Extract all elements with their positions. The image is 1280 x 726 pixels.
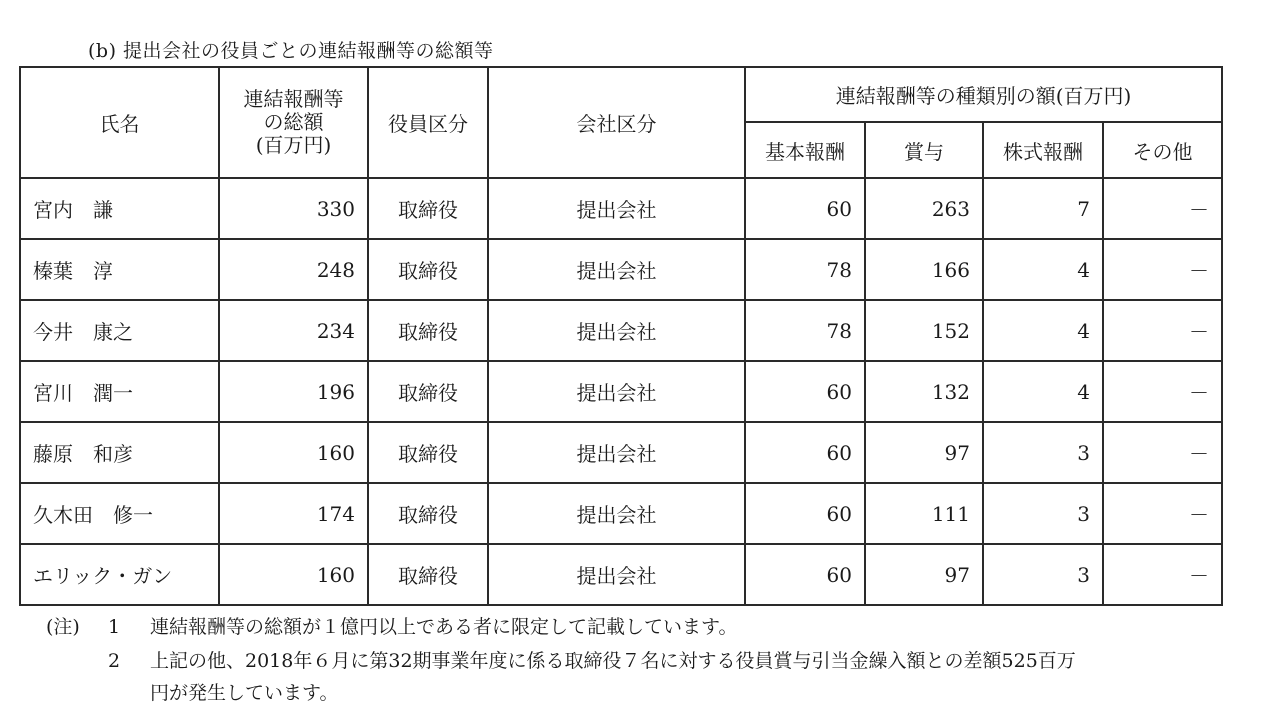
cell-other: － [1103,239,1222,300]
cell-bonus: 111 [865,483,983,544]
header-other: その他 [1103,122,1222,178]
cell-total: 248 [219,239,368,300]
header-total-line2: の総額 [263,110,324,134]
cell-other: － [1103,422,1222,483]
cell-role: 取締役 [368,422,488,483]
header-name: 氏名 [20,67,219,178]
cell-stock: 4 [983,361,1103,422]
cell-name: エリック・ガン [20,544,219,605]
note-2-text-line1: 上記の他、2018年６月に第32期事業年度に係る取締役７名に対する役員賞与引当金繰入額との差額525百万 [150,650,1076,672]
table-row [20,361,1222,422]
cell-role: 取締役 [368,361,488,422]
cell-name: 榛葉 淳 [20,239,219,300]
cell-stock: 4 [983,239,1103,300]
header-stock: 株式報酬 [983,122,1103,178]
header-total-line3: (百万円) [255,133,332,157]
header-total [219,67,368,178]
cell-name: 宮内 謙 [20,178,219,239]
cell-name: 今井 康之 [20,300,219,361]
header-company: 会社区分 [488,67,745,178]
notes-label: (注) [46,616,80,638]
cell-total: 160 [219,544,368,605]
cell-stock: 3 [983,544,1103,605]
cell-bonus: 263 [865,178,983,239]
cell-bonus: 97 [865,544,983,605]
cell-role: 取締役 [368,239,488,300]
cell-company: 提出会社 [488,239,745,300]
cell-total: 160 [219,422,368,483]
cell-company: 提出会社 [488,483,745,544]
table-row [20,422,1222,483]
cell-company: 提出会社 [488,422,745,483]
table-row [20,544,1222,605]
note-1-text: 連結報酬等の総額が１億円以上である者に限定して記載しています。 [150,616,738,638]
table-row [20,300,1222,361]
cell-bonus: 166 [865,239,983,300]
header-breakdown: 連結報酬等の種類別の額(百万円) [745,67,1222,122]
compensation-table [19,66,1223,606]
cell-stock: 3 [983,422,1103,483]
cell-role: 取締役 [368,300,488,361]
cell-other: － [1103,483,1222,544]
table-row [20,178,1222,239]
header-total-line1: 連結報酬等 [243,87,344,111]
header-role: 役員区分 [368,67,488,178]
note-2-text-line2: 円が発生しています。 [150,682,339,704]
cell-other: － [1103,300,1222,361]
cell-stock: 7 [983,178,1103,239]
cell-stock: 3 [983,483,1103,544]
cell-base: 60 [745,178,865,239]
cell-base: 78 [745,239,865,300]
cell-base: 60 [745,544,865,605]
cell-other: － [1103,544,1222,605]
cell-base: 60 [745,361,865,422]
header-bonus: 賞与 [865,122,983,178]
note-2-number: 2 [108,650,121,672]
cell-company: 提出会社 [488,361,745,422]
cell-base: 60 [745,483,865,544]
cell-other: － [1103,178,1222,239]
cell-name: 久木田 修一 [20,483,219,544]
table-row [20,483,1222,544]
cell-total: 234 [219,300,368,361]
cell-company: 提出会社 [488,178,745,239]
cell-role: 取締役 [368,483,488,544]
header-base: 基本報酬 [745,122,865,178]
cell-base: 78 [745,300,865,361]
cell-company: 提出会社 [488,544,745,605]
cell-other: － [1103,361,1222,422]
cell-name: 藤原 和彦 [20,422,219,483]
header-row-1 [20,67,1222,122]
cell-role: 取締役 [368,178,488,239]
cell-bonus: 97 [865,422,983,483]
section-heading: (b) 提出会社の役員ごとの連結報酬等の総額等 [88,40,494,62]
cell-bonus: 132 [865,361,983,422]
cell-role: 取締役 [368,544,488,605]
cell-company: 提出会社 [488,300,745,361]
cell-total: 330 [219,178,368,239]
cell-stock: 4 [983,300,1103,361]
table-row [20,239,1222,300]
table-body [20,178,1222,605]
cell-total: 174 [219,483,368,544]
note-1-number: 1 [108,616,121,638]
cell-name: 宮川 潤一 [20,361,219,422]
cell-total: 196 [219,361,368,422]
cell-bonus: 152 [865,300,983,361]
cell-base: 60 [745,422,865,483]
